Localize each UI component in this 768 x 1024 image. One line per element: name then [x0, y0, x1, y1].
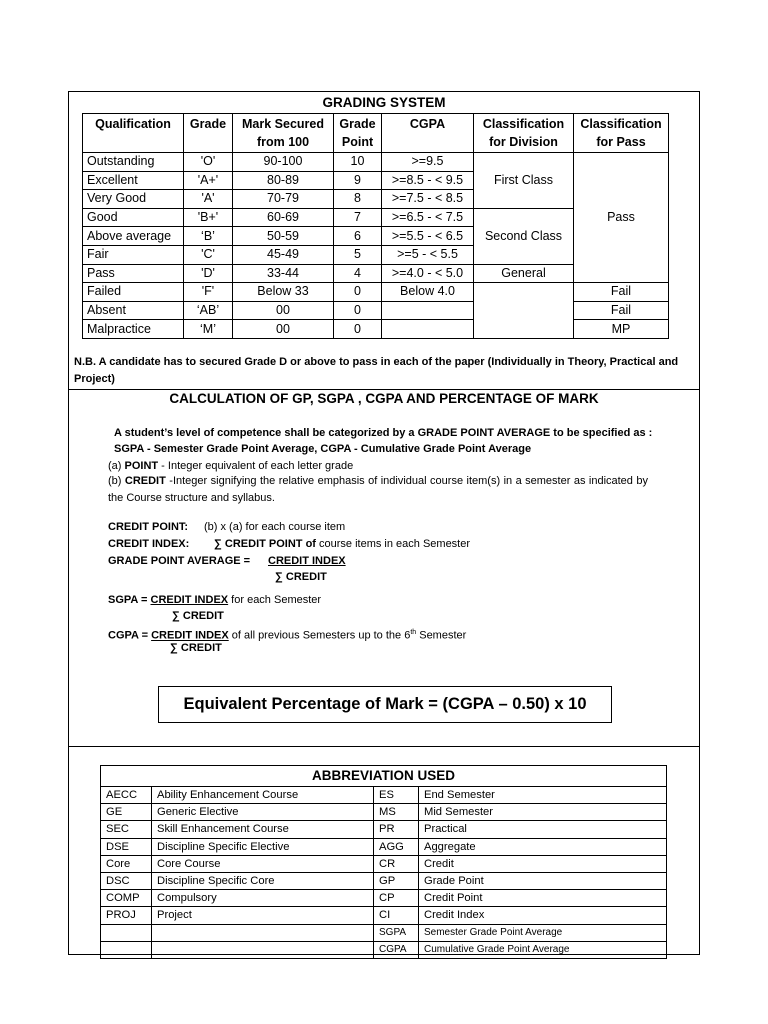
- grade-point-cell: 0: [334, 301, 382, 320]
- sgpa-cgpa-definition: SGPA - Semester Grade Point Average, CGPA - Cumulative Grade Point Average: [114, 443, 532, 455]
- abbreviation-code: PR: [374, 821, 419, 838]
- grade-cell: 'C': [184, 245, 233, 264]
- qualification-cell: Fair: [83, 245, 184, 264]
- gpa-denominator: ∑ CREDIT: [275, 571, 327, 583]
- intro-text: A student’s level of competence shall be categorized by a GRADE POINT AVERAGE to be specified as :: [114, 427, 653, 439]
- abbreviation-meaning: Compulsory: [152, 890, 374, 907]
- grading-header-row: [83, 114, 669, 153]
- division-empty-cell: [474, 283, 574, 339]
- division-second-class: Second Class: [474, 208, 574, 264]
- abbreviation-code: Core: [101, 855, 152, 872]
- qualification-cell: Pass: [83, 264, 184, 283]
- marks-cell: 50-59: [233, 227, 334, 246]
- grade-cell: ‘M’: [184, 320, 233, 339]
- cgpa-cell: >=9.5: [382, 153, 474, 172]
- abbreviation-code: SGPA: [374, 924, 419, 941]
- cgpa-cell: >=5.5 - < 6.5: [382, 227, 474, 246]
- grade-cell: 'A': [184, 190, 233, 209]
- marks-cell: 00: [233, 320, 334, 339]
- grade-point-cell: 4: [334, 264, 382, 283]
- abbreviation-code: AGG: [374, 838, 419, 855]
- table-row: [101, 890, 667, 907]
- cgpa-cell: [382, 320, 474, 339]
- abbreviation-meaning: Ability Enhancement Course: [152, 787, 374, 804]
- cgpa-denominator: ∑ CREDIT: [170, 642, 222, 654]
- cgpa-cell: >=5 - < 5.5: [382, 245, 474, 264]
- qualification-cell: Excellent: [83, 171, 184, 190]
- grade-point-cell: 10: [334, 153, 382, 172]
- abbreviation-code: CR: [374, 855, 419, 872]
- cgpa-cell: >=4.0 - < 5.0: [382, 264, 474, 283]
- grade-point-cell: 7: [334, 208, 382, 227]
- abbreviation-code: GE: [101, 804, 152, 821]
- header-pass: Classification for Pass: [574, 114, 669, 153]
- abbreviation-code: DSC: [101, 872, 152, 889]
- cgpa-cell: [382, 301, 474, 320]
- qualification-cell: Failed: [83, 283, 184, 302]
- abbreviation-code: CGPA: [374, 941, 419, 958]
- point-definition: (a) POINT - Integer equivalent of each letter grade: [108, 460, 354, 472]
- grade-cell: 'B+': [184, 208, 233, 227]
- qualification-cell: Outstanding: [83, 153, 184, 172]
- credit-index-formula: ∑ CREDIT POINT of course items in each Semester: [214, 538, 471, 550]
- abbreviation-meaning: Project: [152, 907, 374, 924]
- marks-cell: 45-49: [233, 245, 334, 264]
- gpa-numerator: CREDIT INDEX: [268, 555, 346, 567]
- abbreviation-code: MS: [374, 804, 419, 821]
- cgpa-cell: >=6.5 - < 7.5: [382, 208, 474, 227]
- abbreviation-code: [101, 941, 152, 958]
- pass-classification: Pass: [574, 153, 669, 283]
- section-divider: [68, 746, 700, 747]
- sgpa-denominator: ∑ CREDIT: [172, 610, 224, 622]
- grade-cell: 'F': [184, 283, 233, 302]
- table-row: [101, 855, 667, 872]
- abbreviation-meaning: Credit Index: [419, 907, 667, 924]
- grade-point-cell: 9: [334, 171, 382, 190]
- table-row: [101, 787, 667, 804]
- calculation-title: CALCULATION OF GP, SGPA , CGPA AND PERCENTAGE OF MARK: [169, 391, 599, 406]
- table-row: [101, 941, 667, 958]
- grade-point-cell: 6: [334, 227, 382, 246]
- qualification-cell: Absent: [83, 301, 184, 320]
- qualification-cell: Good: [83, 208, 184, 227]
- credit-definition: (b) CREDIT -Integer signifying the relative emphasis of individual course item(s) in a semester as indicated by the Course structure and syllabus.: [108, 475, 648, 504]
- table-row: [101, 924, 667, 941]
- abbreviation-meaning: Mid Semester: [419, 804, 667, 821]
- table-row: [101, 907, 667, 924]
- abbreviation-code: GP: [374, 872, 419, 889]
- abbreviation-code: AECC: [101, 787, 152, 804]
- cgpa-cell: >=8.5 - < 9.5: [382, 171, 474, 190]
- marks-cell: 00: [233, 301, 334, 320]
- gpa-label: GRADE POINT AVERAGE =: [108, 555, 251, 567]
- cgpa-cell: >=7.5 - < 8.5: [382, 190, 474, 209]
- credit-point-label: CREDIT POINT:: [108, 521, 189, 533]
- marks-cell: 80-89: [233, 171, 334, 190]
- equivalent-percentage-formula: Equivalent Percentage of Mark = (CGPA – 0.50) x 10: [158, 686, 612, 723]
- pass-classification-mp: MP: [574, 320, 669, 339]
- qualification-cell: Malpractice: [83, 320, 184, 339]
- grade-cell: ‘B’: [184, 227, 233, 246]
- table-row: [83, 153, 669, 172]
- pass-classification-fail: Fail: [574, 283, 669, 302]
- marks-cell: 70-79: [233, 190, 334, 209]
- abbreviation-meaning: Credit Point: [419, 890, 667, 907]
- abbreviation-meaning: End Semester: [419, 787, 667, 804]
- header-cgpa: CGPA: [382, 114, 474, 153]
- abbreviation-code: COMP: [101, 890, 152, 907]
- header-qualification: Qualification: [83, 114, 184, 153]
- qualification-cell: Above average: [83, 227, 184, 246]
- abbreviation-meaning: [152, 941, 374, 958]
- grade-point-cell: 0: [334, 283, 382, 302]
- qualification-cell: Very Good: [83, 190, 184, 209]
- grade-cell: ‘AB’: [184, 301, 233, 320]
- abbreviation-header-row: [101, 766, 667, 787]
- marks-cell: 60-69: [233, 208, 334, 227]
- header-grade: Grade: [184, 114, 233, 153]
- abbreviation-code: PROJ: [101, 907, 152, 924]
- sgpa-formula: SGPA = CREDIT INDEX for each Semester: [108, 594, 322, 606]
- table-row: [101, 821, 667, 838]
- abbreviation-meaning: Semester Grade Point Average: [419, 924, 667, 941]
- marks-cell: Below 33: [233, 283, 334, 302]
- header-mark-secured: Mark Secured from 100: [233, 114, 334, 153]
- abbreviation-meaning: Grade Point: [419, 872, 667, 889]
- abbreviation-meaning: Core Course: [152, 855, 374, 872]
- abbreviation-meaning: Discipline Specific Core: [152, 872, 374, 889]
- credit-point-formula: (b) x (a) for each course item: [204, 521, 346, 533]
- grading-system-title: GRADING SYSTEM: [322, 95, 446, 110]
- abbreviation-meaning: Credit: [419, 855, 667, 872]
- abbreviation-meaning: Practical: [419, 821, 667, 838]
- grade-cell: 'D': [184, 264, 233, 283]
- table-row: [83, 283, 669, 302]
- abbreviation-code: [101, 924, 152, 941]
- cgpa-cell: Below 4.0: [382, 283, 474, 302]
- marks-cell: 90-100: [233, 153, 334, 172]
- abbreviation-meaning: Discipline Specific Elective: [152, 838, 374, 855]
- division-first-class: First Class: [474, 153, 574, 209]
- table-row: [101, 838, 667, 855]
- grade-cell: 'O': [184, 153, 233, 172]
- abbreviation-table: [100, 765, 667, 959]
- cgpa-formula: CGPA = CREDIT INDEX of all previous Semesters up to the 6th Semester: [108, 629, 467, 642]
- abbreviation-title: ABBREVIATION USED: [101, 766, 667, 787]
- table-row: [101, 804, 667, 821]
- abbreviation-code: CP: [374, 890, 419, 907]
- grade-point-cell: 8: [334, 190, 382, 209]
- grading-table: [82, 113, 669, 339]
- grade-point-cell: 0: [334, 320, 382, 339]
- grade-cell: 'A+': [184, 171, 233, 190]
- abbreviation-code: SEC: [101, 821, 152, 838]
- abbreviation-meaning: Skill Enhancement Course: [152, 821, 374, 838]
- table-row: [83, 301, 669, 320]
- table-row: [83, 320, 669, 339]
- abbreviation-code: ES: [374, 787, 419, 804]
- abbreviation-meaning: [152, 924, 374, 941]
- abbreviation-code: DSE: [101, 838, 152, 855]
- abbreviation-meaning: Aggregate: [419, 838, 667, 855]
- abbreviation-code: CI: [374, 907, 419, 924]
- division-general: General: [474, 264, 574, 283]
- grade-point-cell: 5: [334, 245, 382, 264]
- abbreviation-meaning: Cumulative Grade Point Average: [419, 941, 667, 958]
- header-grade-point: Grade Point: [334, 114, 382, 153]
- marks-cell: 33-44: [233, 264, 334, 283]
- header-division: Classification for Division: [474, 114, 574, 153]
- abbreviation-meaning: Generic Elective: [152, 804, 374, 821]
- table-row: [101, 872, 667, 889]
- nb-note: N.B. A candidate has to secured Grade D or above to pass in each of the paper (Individually in Theory, Practical and Project): [74, 356, 679, 385]
- credit-index-label: CREDIT INDEX:: [108, 538, 190, 550]
- pass-classification-fail: Fail: [574, 301, 669, 320]
